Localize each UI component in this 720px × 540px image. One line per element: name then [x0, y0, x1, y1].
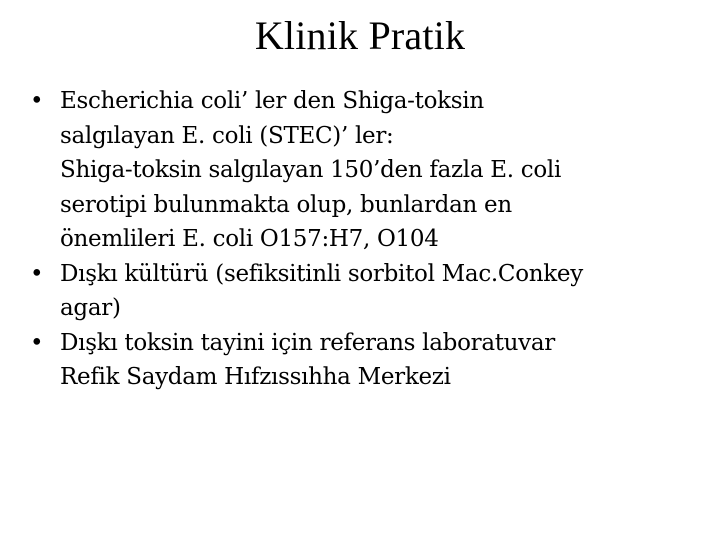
bullet-text-line: Dışkı toksin tayini için referans laboratuvar — [60, 329, 555, 356]
bullet-item — [30, 257, 710, 326]
bullet-marker: • — [30, 260, 44, 287]
bullet-marker: • — [30, 88, 44, 114]
bullet-text-line: önemlileri E. coli O157:H7, O104 — [60, 226, 439, 252]
bullet-item — [30, 326, 710, 395]
bullet-text-line: Shiga-toksin salgılayan 150’den fazla E. coli — [60, 157, 562, 183]
bullet-text-line: Refik Saydam Hıfzıssıhha Merkezi — [60, 364, 451, 390]
bullet-text-line: salgılayan E. coli (STEC)’ ler: — [60, 122, 394, 149]
bullet-marker: • — [30, 329, 44, 356]
bullet-text-line: Escherichia coli’ ler den Shiga-toksin — [60, 88, 484, 114]
bullet-text-line: agar) — [60, 295, 121, 321]
bullet-item — [30, 84, 710, 257]
bullet-text-line: Dışkı kültürü (sefiksitinli sorbitol Mac.Conkey — [60, 260, 583, 287]
bullet-list — [30, 84, 710, 395]
slide-title: Klinik Pratik — [254, 13, 466, 58]
bullet-text-line: serotipi bulunmakta olup, bunlardan en — [60, 191, 512, 218]
